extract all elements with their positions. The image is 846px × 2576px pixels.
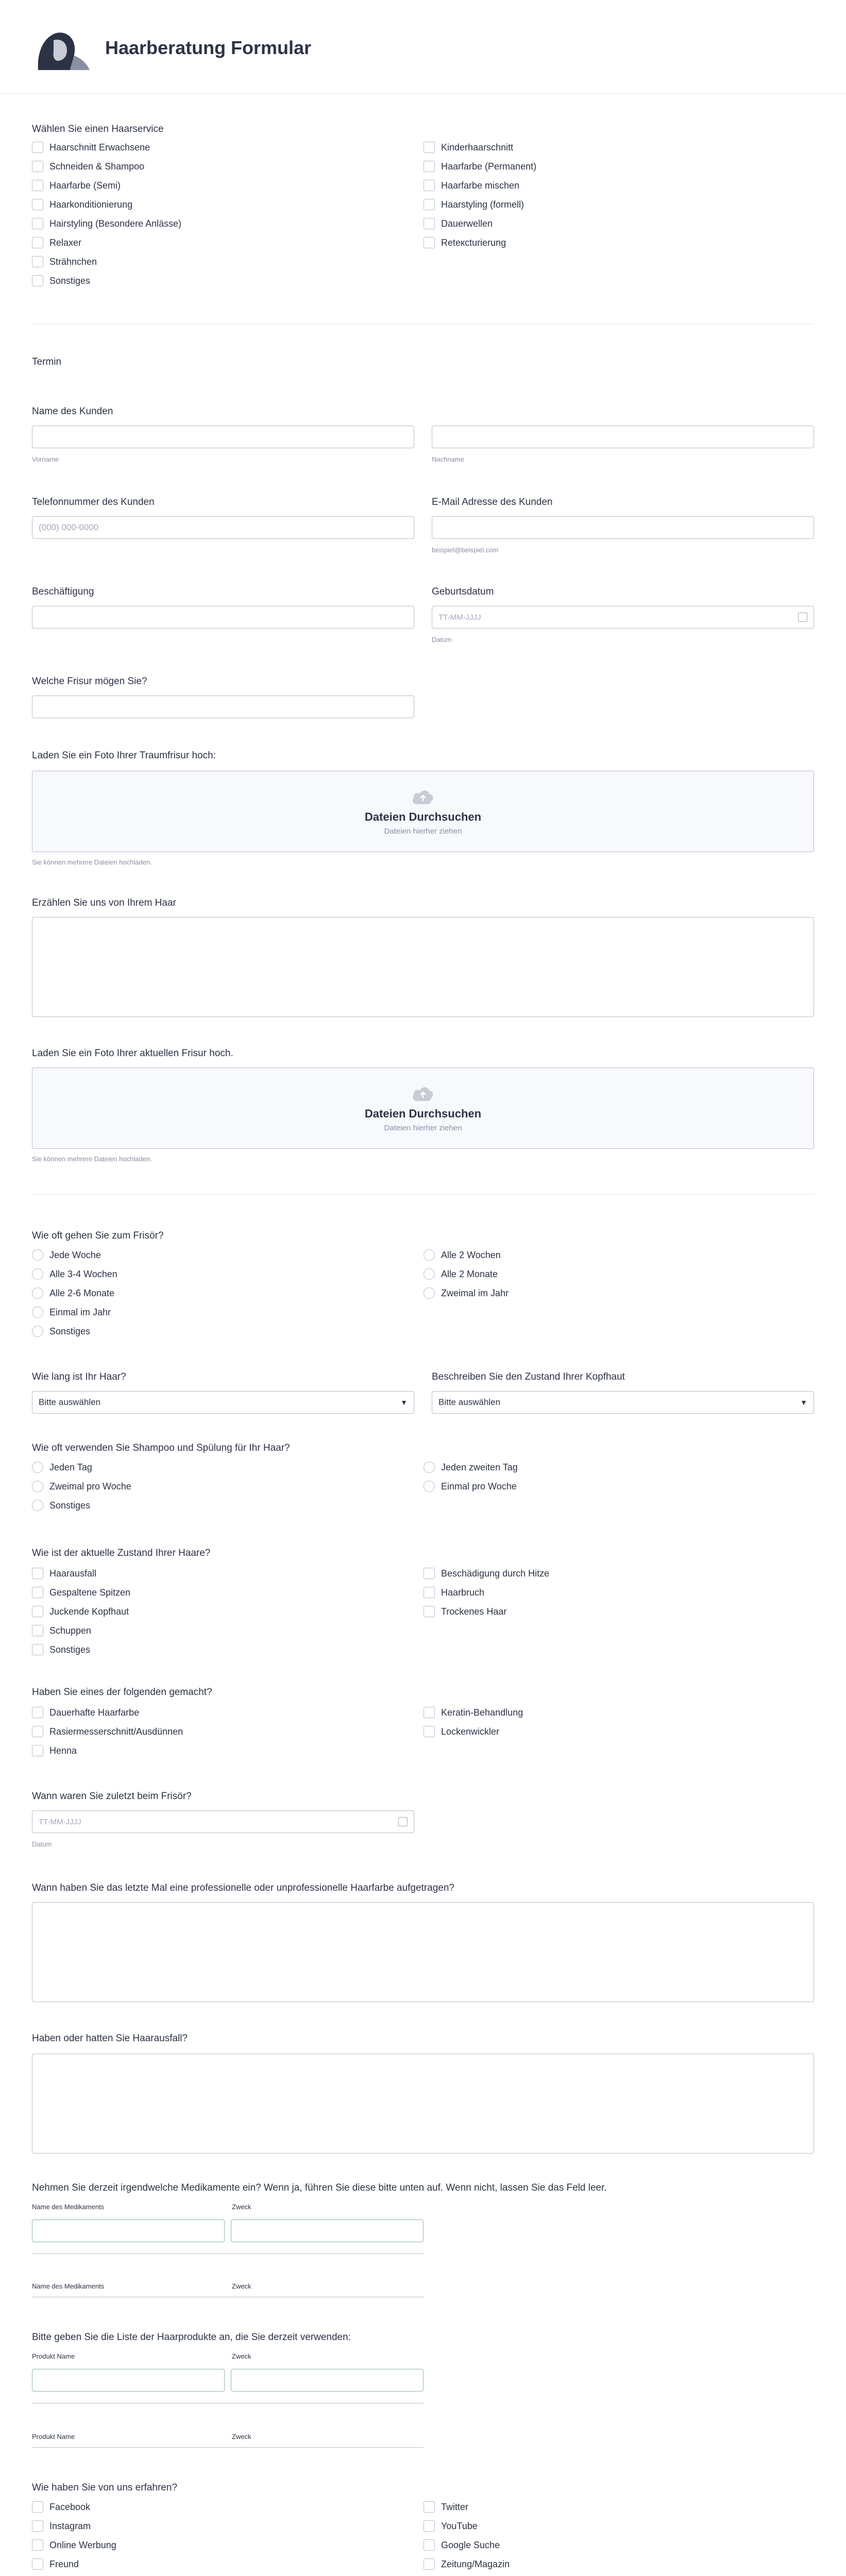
radio-circle[interactable] [424,1462,435,1473]
option-label: Google Suche [441,2539,500,2550]
checkbox-option[interactable] [32,217,181,230]
checkbox-option[interactable] [424,236,506,249]
checkbox-box[interactable] [32,1644,43,1655]
last-visit-label: Wann waren Sie zuletzt beim Frisör? [32,1791,192,1802]
checkbox-option[interactable] [32,198,132,211]
products-col-purpose: Zweck [232,2433,251,2441]
option-label: Sonstiges [49,1500,91,1511]
option-label: Alle 3-4 Wochen [49,1268,117,1279]
shampoo-label: Wie oft verwenden Sie Shampoo und Spülung für Ihr Haar? [32,1443,290,1453]
radio-option[interactable] [424,1287,509,1299]
checkbox-box[interactable] [424,1707,435,1718]
option-label: Dauerwellen [441,218,493,229]
appointment-label: Termin [32,357,62,367]
checkbox-option[interactable] [32,1567,96,1580]
radio-circle[interactable] [424,1249,435,1261]
option-label: Sonstiges [49,1326,91,1336]
checkbox-option[interactable] [32,1624,91,1637]
option-label: Kinderhaarschnitt [441,142,514,152]
option-label: Schuppen [49,1625,92,1636]
upload-note: Sie können mehrere Dateien hochladen. [32,858,152,866]
option-label: Reteксturierung [441,237,506,248]
checkbox-box[interactable] [424,1606,435,1617]
product-name-input[interactable] [32,2369,225,2392]
option-label: Strähnchen [49,256,97,267]
products-col-name: Produkt Name [32,2433,75,2441]
radio-circle[interactable] [32,1326,43,1337]
radio-circle[interactable] [424,1268,435,1280]
checkbox-box[interactable] [424,180,435,191]
checkbox-option[interactable] [32,1706,139,1719]
upload-subtitle: Dateien hierher ziehen [384,1123,462,1132]
checkbox-option[interactable] [32,2558,79,2570]
option-label: Dauerhafte Haarfarbe [49,1707,140,1718]
option-label: Sonstiges [49,275,91,286]
radio-option[interactable] [32,1287,114,1299]
option-label: Haarschnitt Erwachsene [49,142,150,152]
radio-circle[interactable] [32,1287,43,1299]
last-visit-placeholder: TT-MM-JJJJ [39,1817,81,1826]
scalp-value: Bitte auswählen [438,1397,501,1407]
radio-option[interactable] [424,1249,501,1261]
radio-option[interactable] [32,1268,117,1280]
last-name-sublabel: Nachname [432,455,464,463]
checkbox-box[interactable] [424,2501,435,2513]
checkbox-option[interactable] [424,1725,499,1738]
medication-purpose-input[interactable] [231,2219,424,2242]
radio-circle[interactable] [32,1307,43,1318]
option-label: Alle 2-6 Monate [49,1287,115,1298]
option-label: Beschädigung durch Hitze [441,1568,550,1579]
email-label: E-Mail Adresse des Kunden [432,497,553,507]
option-label: Keratin-Behandlung [441,1707,523,1718]
hair-length-label: Wie lang ist Ihr Haar? [32,1371,126,1382]
radio-option[interactable] [32,1499,90,1512]
checkbox-option[interactable] [424,217,493,230]
hair-story-textarea[interactable] [32,917,814,1017]
option-label: Haarfarbe mischen [441,180,520,191]
hair-loss-label: Haben oder hatten Sie Haarausfall? [32,2033,188,2044]
checkbox-option[interactable] [424,2520,478,2532]
last-visit-sublabel: Datum [32,1840,52,1848]
dream-photo-label: Laden Sie ein Foto Ihrer Traumfrisur hoch: [32,750,216,761]
services-label: Wählen Sie einen Haarservice [32,124,164,134]
checkbox-box[interactable] [32,1606,43,1617]
option-label: YouTube [441,2520,478,2531]
hairstyle-input[interactable] [32,696,414,718]
option-label: Hairstyling (Besondere Anlässe) [49,218,182,229]
calendar-icon[interactable] [798,613,807,622]
option-label: Jede Woche [49,1249,101,1260]
checkbox-box[interactable] [32,199,43,210]
checkbox-box[interactable] [32,1707,43,1718]
option-label: Haarkonditionierung [49,199,133,210]
checkbox-box[interactable] [424,199,435,210]
last-name-input[interactable] [432,426,814,448]
cloud-upload-icon [411,1084,435,1102]
option-label: Alle 2 Wochen [441,1249,501,1260]
chevron-down-icon: ▼ [400,1398,408,1406]
checkbox-option[interactable] [32,236,81,249]
medications-col-purpose: Zweck [232,2282,251,2290]
option-label: Alle 2 Monate [441,1268,498,1279]
checkbox-option[interactable] [32,1605,129,1618]
radio-option[interactable] [32,1480,131,1493]
calendar-icon[interactable] [398,1817,408,1826]
medications-col-purpose: Zweck [232,2203,251,2211]
checkbox-box[interactable] [424,142,435,153]
visit-frequency-label: Wie oft gehen Sie zum Frisör? [32,1230,164,1241]
option-label: Schneiden & Shampoo [49,161,145,172]
upload-note: Sie können mehrere Dateien hochladen. [32,1155,152,1163]
checkbox-option[interactable] [424,1567,549,1580]
birthdate-label: Geburtsdatum [432,586,494,597]
checkbox-option[interactable] [32,179,121,192]
checkbox-box[interactable] [424,1726,435,1737]
checkbox-box[interactable] [32,1587,43,1598]
products-col-name: Produkt Name [32,2352,75,2360]
checkbox-option[interactable] [424,160,536,173]
radio-circle[interactable] [32,1268,43,1280]
option-label: Facebook [49,2501,91,2512]
option-label: Haarbruch [441,1587,485,1598]
option-label: Twitter [441,2501,469,2512]
products-col-purpose: Zweck [232,2352,251,2360]
products-label: Bitte geben Sie die Liste der Haarprodukte an, die Sie derzeit verwenden: [32,2332,351,2343]
radio-option[interactable] [424,1461,518,1473]
checkbox-box[interactable] [32,256,43,267]
occupation-input[interactable] [32,606,414,629]
option-label: Jeden Tag [49,1462,92,1472]
checkbox-option[interactable] [32,160,144,173]
checkbox-option[interactable] [424,1605,506,1618]
divider [32,1194,814,1195]
option-label: Haarfarbe (Semi) [49,180,121,191]
treatments-label: Haben Sie eines der folgenden gemacht? [32,1687,212,1698]
radio-option[interactable] [424,1480,517,1493]
radio-option[interactable] [32,1249,101,1261]
divider [32,2253,424,2254]
radio-circle[interactable] [32,1462,43,1473]
hair-length-value: Bitte auswählen [39,1397,101,1407]
current-photo-label: Laden Sie ein Foto Ihrer aktuellen Frisur hoch. [32,1048,233,1059]
checkbox-box[interactable] [32,1726,43,1737]
phone-input[interactable] [32,516,414,539]
radio-option[interactable] [424,1268,498,1280]
first-name-input[interactable] [32,426,414,448]
checkbox-box[interactable] [32,1625,43,1636]
form-title: Haarberatung Formular [105,37,312,58]
option-label: Zeitung/Magazin [441,2558,510,2569]
checkbox-box[interactable] [32,161,43,172]
checkbox-box[interactable] [424,2539,435,2551]
last-color-textarea[interactable] [32,1902,814,2002]
checkbox-option[interactable] [32,1744,77,1757]
checkbox-option[interactable] [424,1706,523,1719]
checkbox-option[interactable] [32,2520,91,2532]
option-label: Einmal im Jahr [49,1307,111,1317]
checkbox-box[interactable] [32,2520,43,2532]
name-label: Name des Kunden [32,406,113,417]
birthdate-sublabel: Datum [432,636,452,643]
last-color-label: Wann haben Sie das letzte Mal eine professionelle oder unprofessionelle Haarfarbe aufgetragen? [32,1883,454,1893]
checkbox-option[interactable] [32,2539,116,2551]
phone-placeholder: (000) 000-0000 [39,522,99,532]
email-sublabel: beispiel@beispiel.com [432,546,499,554]
occupation-label: Beschäftigung [32,586,94,597]
chevron-down-icon: ▼ [800,1398,807,1406]
checkbox-option[interactable] [424,2501,468,2513]
radio-circle[interactable] [424,1481,435,1492]
option-label: Zweimal im Jahr [441,1287,509,1298]
checkbox-option[interactable] [424,2558,510,2570]
checkbox-box[interactable] [32,2539,43,2551]
medications-label: Nehmen Sie derzeit irgendwelche Medikamente ein? Wenn ja, führen Sie diese bitte unten auf. Wenn nicht, lassen Sie das Feld leer. [32,2182,607,2193]
option-label: Online Werbung [49,2539,116,2550]
checkbox-option[interactable] [424,1586,484,1599]
checkbox-box[interactable] [424,2558,435,2570]
last-visit-input[interactable] [32,1810,414,1833]
checkbox-option[interactable] [32,1586,130,1599]
checkbox-option[interactable] [424,2539,500,2551]
medication-name-input[interactable] [32,2219,225,2242]
hair-length-select[interactable] [32,1391,414,1414]
product-purpose-input[interactable] [231,2369,424,2392]
option-label: Freund [49,2558,79,2569]
checkbox-box[interactable] [424,218,435,229]
hair-salon-logo-icon [23,25,95,74]
checkbox-box[interactable] [32,142,43,153]
option-label: Relaxer [49,237,82,248]
scalp-select[interactable] [432,1391,814,1414]
phone-label: Telefonnummer des Kunden [32,497,155,507]
scalp-label: Beschreiben Sie den Zustand Ihrer Kopfhaut [432,1371,625,1382]
checkbox-option[interactable] [32,2501,90,2513]
hair-loss-textarea[interactable] [32,2054,814,2154]
medications-col-name: Name des Medikaments [32,2203,105,2211]
checkbox-option[interactable] [32,256,97,268]
radio-option[interactable] [32,1306,111,1318]
checkbox-box[interactable] [424,237,435,248]
email-input[interactable] [432,516,814,539]
checkbox-box[interactable] [32,237,43,248]
current-photo-upload[interactable] [32,1067,814,1149]
checkbox-option[interactable] [32,141,150,154]
checkbox-box[interactable] [424,1568,435,1579]
checkbox-option[interactable] [32,1643,90,1656]
checkbox-box[interactable] [32,218,43,229]
upload-subtitle: Dateien hierher ziehen [384,826,462,836]
dream-photo-upload[interactable] [32,771,814,852]
option-label: Haarstyling (formell) [441,199,524,210]
option-label: Einmal pro Woche [441,1481,517,1492]
checkbox-box[interactable] [424,1587,435,1598]
upload-title: Dateien Durchsuchen [364,1107,482,1120]
checkbox-box[interactable] [32,1745,43,1756]
upload-title: Dateien Durchsuchen [364,810,482,823]
radio-circle[interactable] [32,1249,43,1261]
condition-label: Wie ist der aktuelle Zustand Ihrer Haare? [32,1548,211,1558]
birthdate-placeholder: TT-MM-JJJJ [438,613,481,622]
divider [32,2447,424,2448]
hairstyle-label: Welche Frisur mögen Sie? [32,676,147,687]
option-label: Trockenes Haar [441,1606,507,1617]
option-label: Gespaltene Spitzen [49,1587,131,1598]
checkbox-box[interactable] [32,1568,43,1579]
checkbox-option[interactable] [424,179,519,192]
option-label: Juckende Kopfhaut [49,1606,129,1617]
radio-circle[interactable] [32,1500,43,1511]
source-label: Wie haben Sie von uns erfahren? [32,2482,178,2493]
checkbox-option[interactable] [424,141,513,154]
option-label: Lockenwickler [441,1726,500,1737]
medications-col-name: Name des Medikaments [32,2282,105,2290]
checkbox-option[interactable] [424,198,524,211]
option-label: Jeden zweiten Tag [441,1462,518,1472]
radio-option[interactable] [32,1325,90,1337]
radio-circle[interactable] [32,1481,43,1492]
option-label: Rasiermesserschnitt/Ausdünnen [49,1726,183,1737]
first-name-sublabel: Vorname [32,455,59,463]
checkbox-option[interactable] [32,275,90,287]
option-label: Sonstiges [49,1644,91,1655]
birthdate-input[interactable] [432,606,814,629]
option-label: Henna [49,1745,77,1756]
option-label: Instagram [49,2520,91,2531]
checkbox-box[interactable] [32,2501,43,2513]
checkbox-box[interactable] [32,180,43,191]
hair-story-label: Erzählen Sie uns von Ihrem Haar [32,897,176,908]
form-header [0,0,846,94]
checkbox-option[interactable] [32,1725,183,1738]
option-label: Zweimal pro Woche [49,1481,131,1492]
cloud-upload-icon [411,788,435,805]
option-label: Haarfarbe (Permanent) [441,161,537,172]
radio-option[interactable] [32,1461,92,1473]
checkbox-box[interactable] [424,161,435,172]
option-label: Haarausfall [49,1568,97,1579]
radio-circle[interactable] [424,1287,435,1299]
checkbox-box[interactable] [32,2558,43,2570]
checkbox-box[interactable] [32,275,43,286]
checkbox-box[interactable] [424,2520,435,2532]
